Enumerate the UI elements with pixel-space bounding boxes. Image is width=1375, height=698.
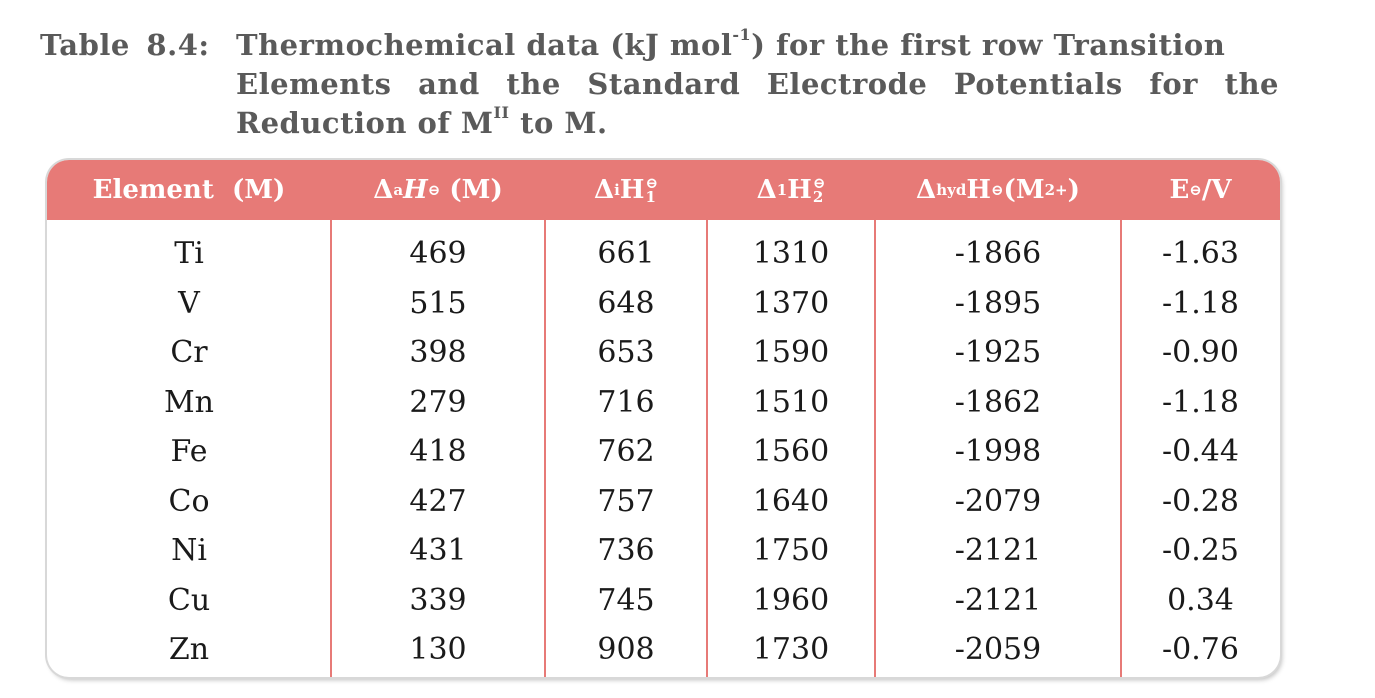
header-second-ionisation: Δ 1 H ⊖ 2 xyxy=(756,174,826,206)
cell-ie1: 716 xyxy=(597,384,655,420)
table-row xyxy=(47,476,1280,526)
cell-atomisation: 339 xyxy=(409,582,467,618)
cell-hydration: -2079 xyxy=(954,483,1042,519)
caption-label: Table 8.4: xyxy=(40,28,210,62)
cell-potential: -0.76 xyxy=(1162,631,1239,667)
caption-word: for xyxy=(1149,67,1198,101)
caption-line-2 xyxy=(236,65,1279,104)
cell-atomisation: 515 xyxy=(409,285,467,321)
cell-ie1: 648 xyxy=(597,285,655,321)
cell-ie1: 661 xyxy=(597,235,655,271)
table-row xyxy=(47,426,1280,476)
cell-ie1: 653 xyxy=(597,334,655,370)
cell-potential: -0.44 xyxy=(1162,433,1239,469)
cell-ie1: 757 xyxy=(597,483,655,519)
cell-atomisation: 427 xyxy=(409,483,467,519)
data-table xyxy=(47,160,1280,677)
header-electrode-potential: E ⊖ /V xyxy=(1169,175,1232,205)
cell-atomisation: 398 xyxy=(409,334,467,370)
caption-word: Electrode xyxy=(766,67,928,101)
table-row xyxy=(47,327,1280,377)
caption-text xyxy=(236,26,1279,143)
cell-atomisation: 431 xyxy=(409,532,467,568)
cell-element: Fe xyxy=(170,433,208,469)
cell-potential: -1.18 xyxy=(1162,285,1239,321)
cell-ie1: 762 xyxy=(597,433,655,469)
caption-word: Standard xyxy=(587,67,741,101)
cell-hydration: -1925 xyxy=(954,334,1042,370)
cell-ie2: 1590 xyxy=(752,334,830,370)
cell-hydration: -2121 xyxy=(954,582,1042,618)
caption-word: and xyxy=(418,67,480,101)
cell-hydration: -1862 xyxy=(954,384,1042,420)
cell-element: Cr xyxy=(170,334,208,370)
cell-ie2: 1960 xyxy=(752,582,830,618)
table-body xyxy=(47,220,1280,677)
cell-atomisation: 130 xyxy=(409,631,467,667)
cell-potential: -1.18 xyxy=(1162,384,1239,420)
caption-line-1: Thermochemical data (kJ mol$^{-1}$) for the first row Transition xyxy=(236,25,1226,62)
cell-ie1: 745 xyxy=(597,582,655,618)
cell-ie1: 908 xyxy=(597,631,655,667)
header-first-ionisation: Δ i H ⊖ 1 xyxy=(593,174,659,206)
caption-line-3: Reduction of $M^{II}$ to M. xyxy=(236,103,608,140)
cell-ie2: 1310 xyxy=(752,235,830,271)
table-row xyxy=(47,228,1280,278)
cell-element: Co xyxy=(168,483,210,519)
cell-potential: -0.28 xyxy=(1162,483,1239,519)
header-hydration-enthalpy: Δ hyd H ⊖ (M 2+ ) xyxy=(916,175,1080,205)
cell-element: V xyxy=(178,285,200,321)
cell-element: Zn xyxy=(168,631,210,667)
cell-ie2: 1560 xyxy=(752,433,830,469)
cell-atomisation: 418 xyxy=(409,433,467,469)
cell-potential: -0.90 xyxy=(1162,334,1239,370)
cell-ie2: 1640 xyxy=(752,483,830,519)
caption-word: Potentials xyxy=(953,67,1123,101)
caption-word: Elements xyxy=(236,67,392,101)
cell-atomisation: 279 xyxy=(409,384,467,420)
cell-ie2: 1730 xyxy=(752,631,830,667)
cell-element: Ni xyxy=(171,532,207,568)
header-element: Element (M) xyxy=(92,175,286,205)
table-row xyxy=(47,278,1280,328)
cell-hydration: -1895 xyxy=(954,285,1042,321)
cell-potential: 0.34 xyxy=(1167,582,1234,618)
cell-ie1: 736 xyxy=(597,532,655,568)
table-row xyxy=(47,575,1280,625)
cell-hydration: -2121 xyxy=(954,532,1042,568)
cell-element: Mn xyxy=(163,384,215,420)
cell-potential: -1.63 xyxy=(1162,235,1239,271)
cell-potential: -0.25 xyxy=(1162,532,1239,568)
cell-atomisation: 469 xyxy=(409,235,467,271)
caption-word: the xyxy=(506,67,561,101)
table-header-row xyxy=(47,160,1280,220)
header-atomisation-enthalpy: Δ a H ⊖ (M) xyxy=(373,175,503,205)
cell-element: Cu xyxy=(167,582,211,618)
cell-ie2: 1510 xyxy=(752,384,830,420)
cell-element: Ti xyxy=(174,235,204,271)
cell-ie2: 1750 xyxy=(752,532,830,568)
table-row xyxy=(47,377,1280,427)
cell-hydration: -2059 xyxy=(954,631,1042,667)
cell-hydration: -1866 xyxy=(954,235,1042,271)
caption-word: the xyxy=(1224,67,1279,101)
cell-hydration: -1998 xyxy=(954,433,1042,469)
table-row xyxy=(47,525,1280,575)
table-row xyxy=(47,624,1280,674)
cell-ie2: 1370 xyxy=(752,285,830,321)
